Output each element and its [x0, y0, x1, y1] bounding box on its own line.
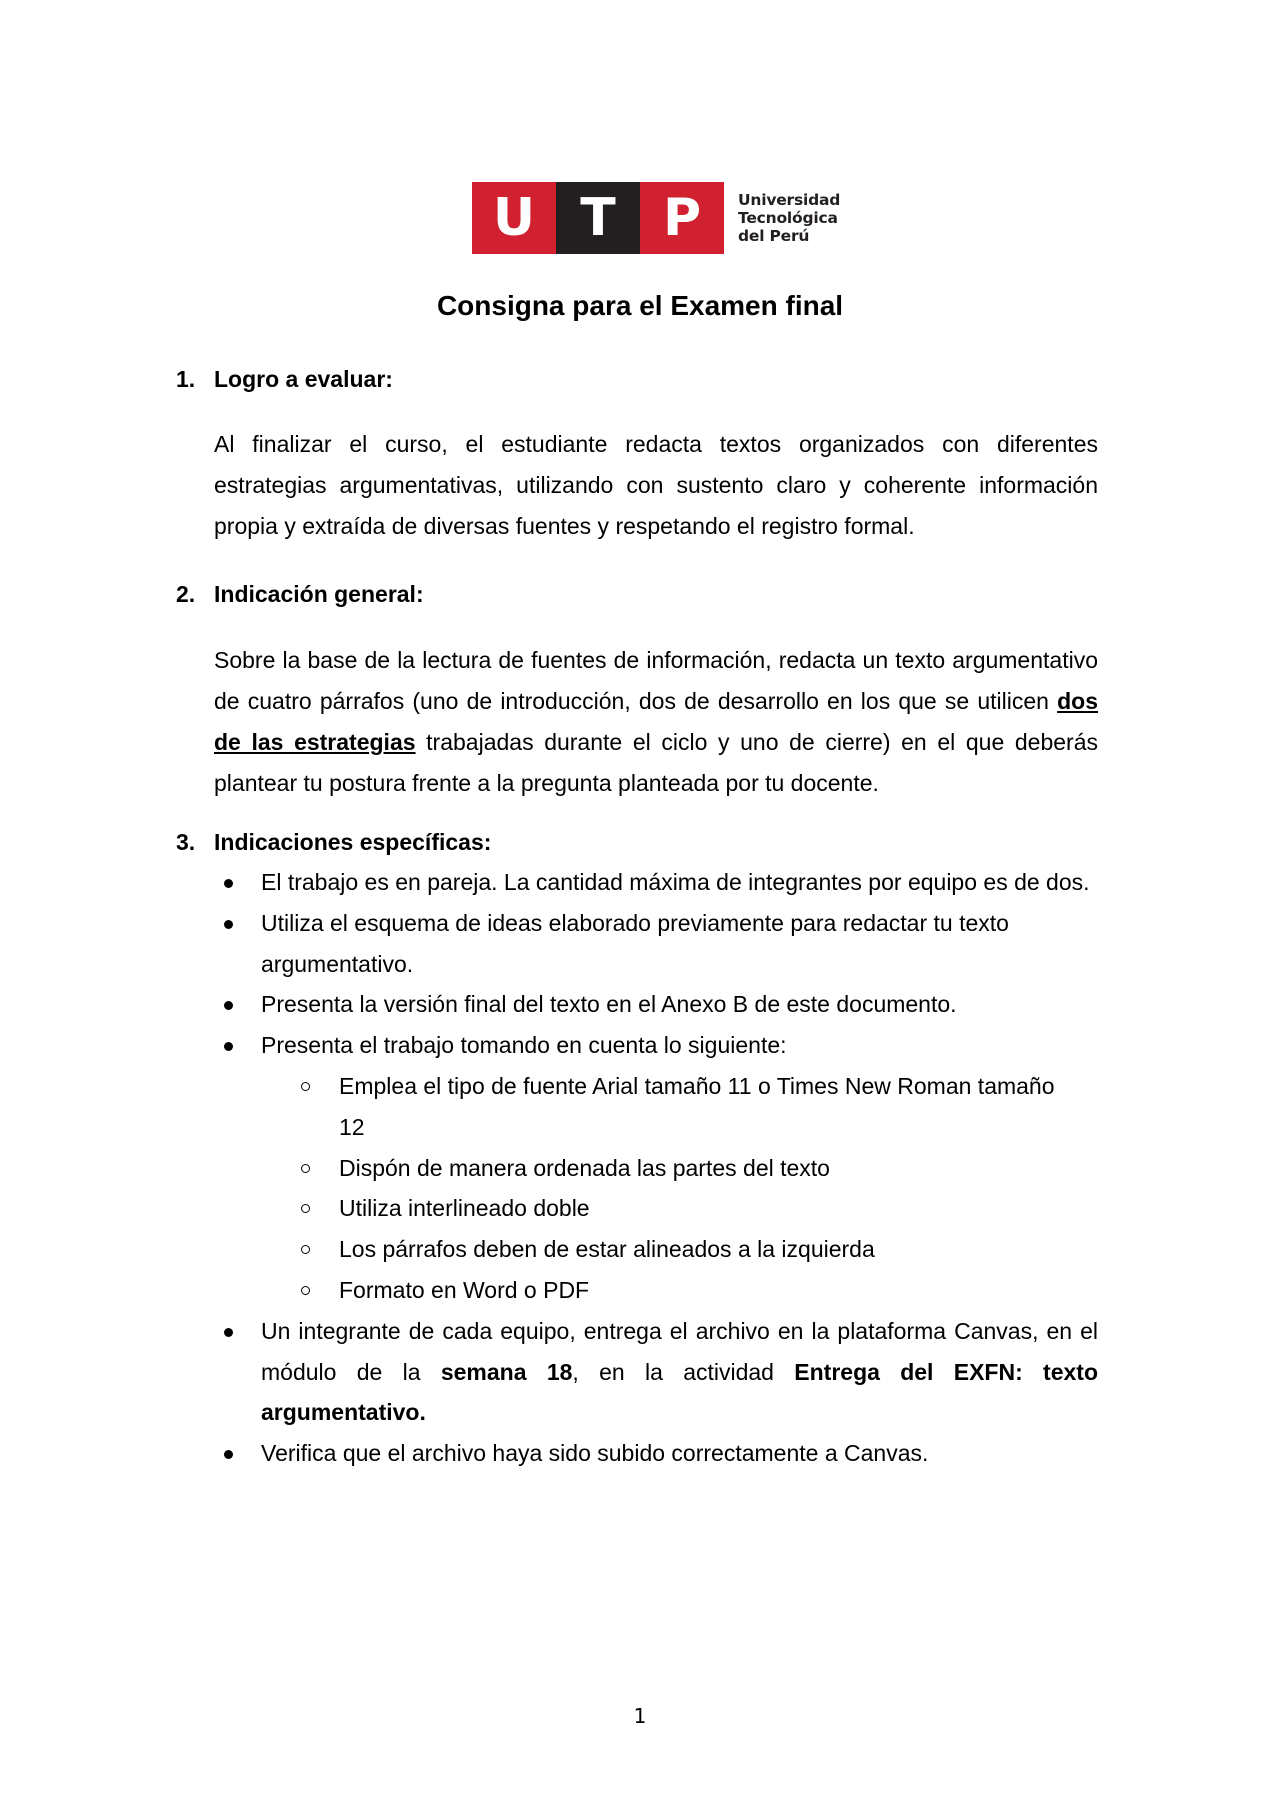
circle-bullet-icon — [301, 1286, 310, 1295]
sublist-item-text: Dispón de manera ordenada las partes del texto — [339, 1154, 830, 1181]
logo-letter-t: T — [556, 182, 640, 254]
logo-letter-p: P — [640, 182, 724, 254]
format-sublist — [261, 1066, 1098, 1311]
logo-letter-u: U — [472, 182, 556, 254]
section-1-paragraph: Al finalizar el curso, el estudiante redacta textos organizados con diferentes estrategias argumentativas, utilizando con sustento claro y coherente información propia y extraída de diversas fuentes y respetando el registro formal. — [214, 431, 1098, 539]
delivery-text-b: , en la actividad — [572, 1358, 795, 1385]
utp-logo — [472, 182, 840, 254]
sublist-item — [261, 1188, 1098, 1229]
section-3-heading — [176, 827, 491, 857]
circle-bullet-icon — [301, 1204, 310, 1213]
section-2-number: 2. — [176, 581, 196, 607]
section-3-number: 3. — [176, 829, 196, 855]
section-2-paragraph — [214, 640, 1098, 804]
circle-bullet-icon — [301, 1245, 310, 1254]
specific-instructions-list — [214, 862, 1098, 1474]
circle-bullet-icon — [301, 1082, 310, 1091]
section-1-number: 1. — [176, 366, 196, 392]
section-1-title: Logro a evaluar: — [214, 366, 393, 392]
list-item — [214, 1433, 1098, 1474]
list-item — [214, 862, 1098, 903]
bullet-icon — [224, 879, 233, 888]
sublist-item-text: Utiliza interlineado doble — [339, 1195, 590, 1222]
page-number: 1 — [633, 1704, 647, 1728]
sublist-item-text: Formato en Word o PDF — [339, 1276, 590, 1303]
sublist-item-text: Los párrafos deben de estar alineados a la izquierda — [339, 1236, 875, 1263]
list-item-text: Presenta la versión final del texto en el Anexo B de este documento. — [261, 991, 957, 1018]
logo-line-3: del Perú — [738, 227, 810, 245]
circle-bullet-icon — [301, 1164, 310, 1173]
bullet-icon — [224, 1042, 233, 1051]
list-item — [214, 1025, 1098, 1311]
delivery-activity: Entrega del EXFN: texto argumentativo. — [261, 1358, 1099, 1426]
list-item — [214, 903, 1098, 985]
document-title: Consigna para el Examen final — [436, 290, 844, 321]
list-item-text: Utiliza el esquema de ideas elaborado previamente para redactar tu texto argumentativo. — [261, 909, 1009, 977]
bullet-icon — [224, 1450, 233, 1459]
sublist-item — [261, 1148, 1098, 1189]
section-3-title: Indicaciones específicas: — [214, 829, 492, 855]
delivery-week: semana 18 — [440, 1358, 573, 1385]
sublist-item — [261, 1270, 1098, 1311]
bullet-icon — [224, 1328, 233, 1337]
sublist-item — [261, 1229, 1098, 1270]
section-2-title: Indicación general: — [214, 581, 424, 607]
section-1-heading — [176, 364, 393, 394]
logo-wordmark — [738, 191, 840, 245]
logo-line-1: Universidad — [738, 191, 841, 209]
delivery-text-a: Un integrante de cada equipo, entrega el archivo en la plataforma Canvas, en el módulo de la — [261, 1317, 1098, 1385]
bullet-icon — [224, 920, 233, 929]
section-2-text-a: Sobre la base de la lectura de fuentes de información, redacta un texto argumentativo de cuatro párrafos (uno de introducción, dos de desarrollo en los que se utilicen — [214, 647, 1098, 714]
section-2-emphasis: dos de las estrategias — [214, 688, 1098, 755]
list-item-text: El trabajo es en pareja. La cantidad máxima de integrantes por equipo es de dos. — [261, 869, 1090, 895]
bullet-icon — [224, 1001, 233, 1010]
sublist-item-text: Emplea el tipo de fuente Arial tamaño 11 o Times New Roman tamaño 12 — [339, 1072, 1055, 1140]
sublist-item — [261, 1066, 1098, 1148]
list-item — [214, 1311, 1098, 1433]
section-2-heading — [176, 579, 424, 609]
list-item — [214, 984, 1098, 1025]
list-item-text: Verifica que el archivo haya sido subido correctamente a Canvas. — [261, 1440, 929, 1467]
list-item-text: Presenta el trabajo tomando en cuenta lo siguiente: — [261, 1032, 787, 1059]
logo-line-2: Tecnológica — [738, 209, 838, 227]
section-2-text-b: trabajadas durante el ciclo y uno de cierre) en el que deberás plantear tu postura frente a la pregunta planteada por tu docente. — [214, 729, 1098, 796]
